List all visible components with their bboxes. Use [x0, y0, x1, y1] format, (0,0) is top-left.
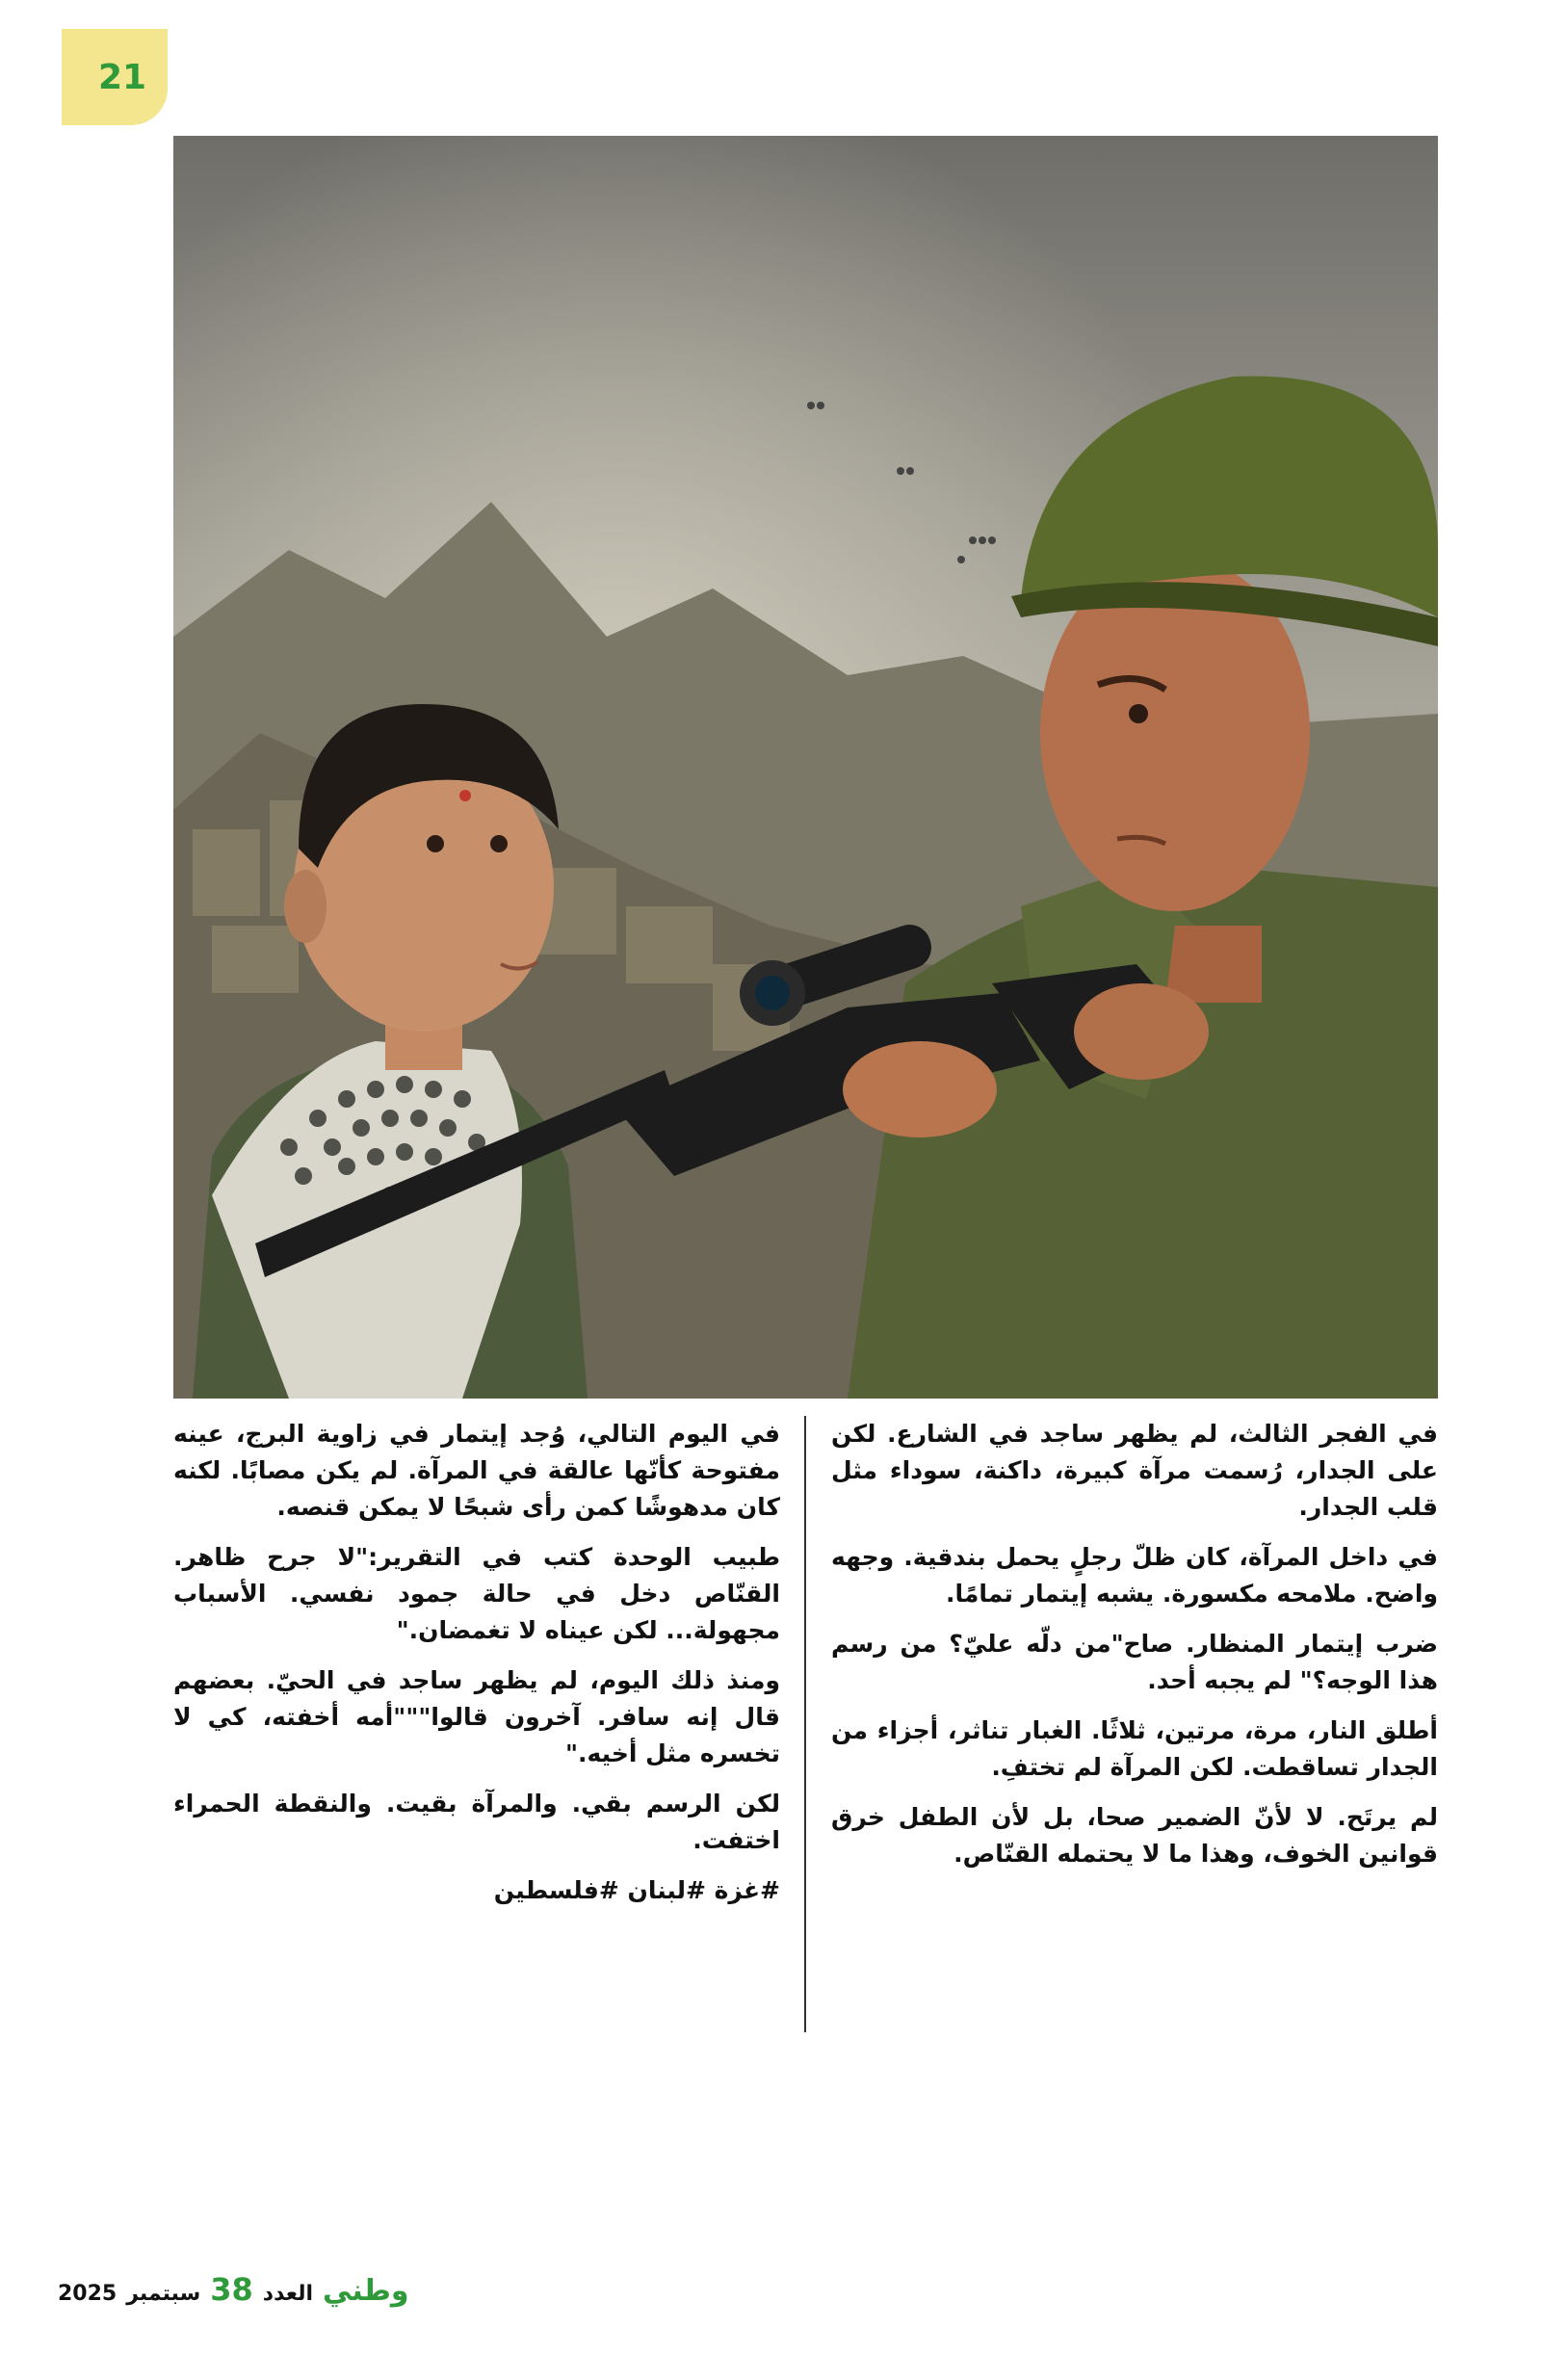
paragraph: طبيب الوحدة كتب في التقرير:"لا جرح ظاهر. القنّاص دخل في حالة جمود نفسي. الأسباب مجهولة... لكن عيناه لا تغمضان." — [173, 1543, 780, 1644]
issue-month: سبتمبر — [126, 2282, 201, 2306]
issue-number: 38 — [210, 2271, 253, 2308]
paragraph: في الفجر الثالث، لم يظهر ساجد في الشارع. لكن على الجدار، رُسمت مرآة كبيرة، داكنة، سوداء مثل قلب الجدار. — [831, 1420, 1438, 1521]
article-column-right — [831, 1416, 1438, 1886]
illustration-painting — [173, 136, 1438, 1399]
paragraph: ضرب إيتمار المنظار. صاح"من دلّه عليّ؟ من رسم هذا الوجه؟" لم يجبه أحد. — [831, 1630, 1438, 1694]
column-divider — [804, 1416, 806, 2032]
page-number-tab — [62, 29, 168, 125]
magazine-name: وطني — [323, 2274, 409, 2308]
article-body — [173, 1416, 1438, 2023]
paragraph: ومنذ ذلك اليوم، لم يظهر ساجد في الحيّ. بعضهم قال إنه سافر. آخرون قالوا"""أمه أخفته، كي لا تخسره مثل أخيه." — [173, 1666, 780, 1767]
paragraph: لم يرتَح. لا لأنّ الضمير صحا، بل لأن الطفل خرق قوانين الخوف، وهذا ما لا يحتمله القنّاص. — [831, 1803, 1438, 1868]
article-column-left — [173, 1416, 780, 1922]
paragraph: لكن الرسم بقي. والمرآة بقيت. والنقطة الحمراء اختفت. — [173, 1790, 780, 1854]
paragraph: في اليوم التالي، وُجد إيتمار في زاوية البرج، عينه مفتوحة كأنّها عالقة في المرآة. لم يكن مصابًا. لكنه كان مدهوشًا كمن رأى شبحًا لا يمكن قنصه. — [173, 1420, 780, 1521]
paragraph: أطلق النار، مرة، مرتين، ثلاثًا. الغبار تناثر، أجزاء من الجدار تساقطت. لكن المرآة لم تختفِ. — [831, 1716, 1438, 1781]
issue-year: 2025 — [58, 2282, 118, 2306]
footer — [58, 2271, 409, 2310]
paragraph: في داخل المرآة، كان ظلّ رجلٍ يحمل بندقية. وجهه واضح. ملامحه مكسورة. يشبه إيتمار تمامًا. — [831, 1543, 1438, 1608]
hashtags: #غزة #لبنان #فلسطين — [493, 1876, 780, 1904]
issue-label: العدد — [262, 2282, 313, 2306]
page-number: 21 — [98, 58, 147, 97]
